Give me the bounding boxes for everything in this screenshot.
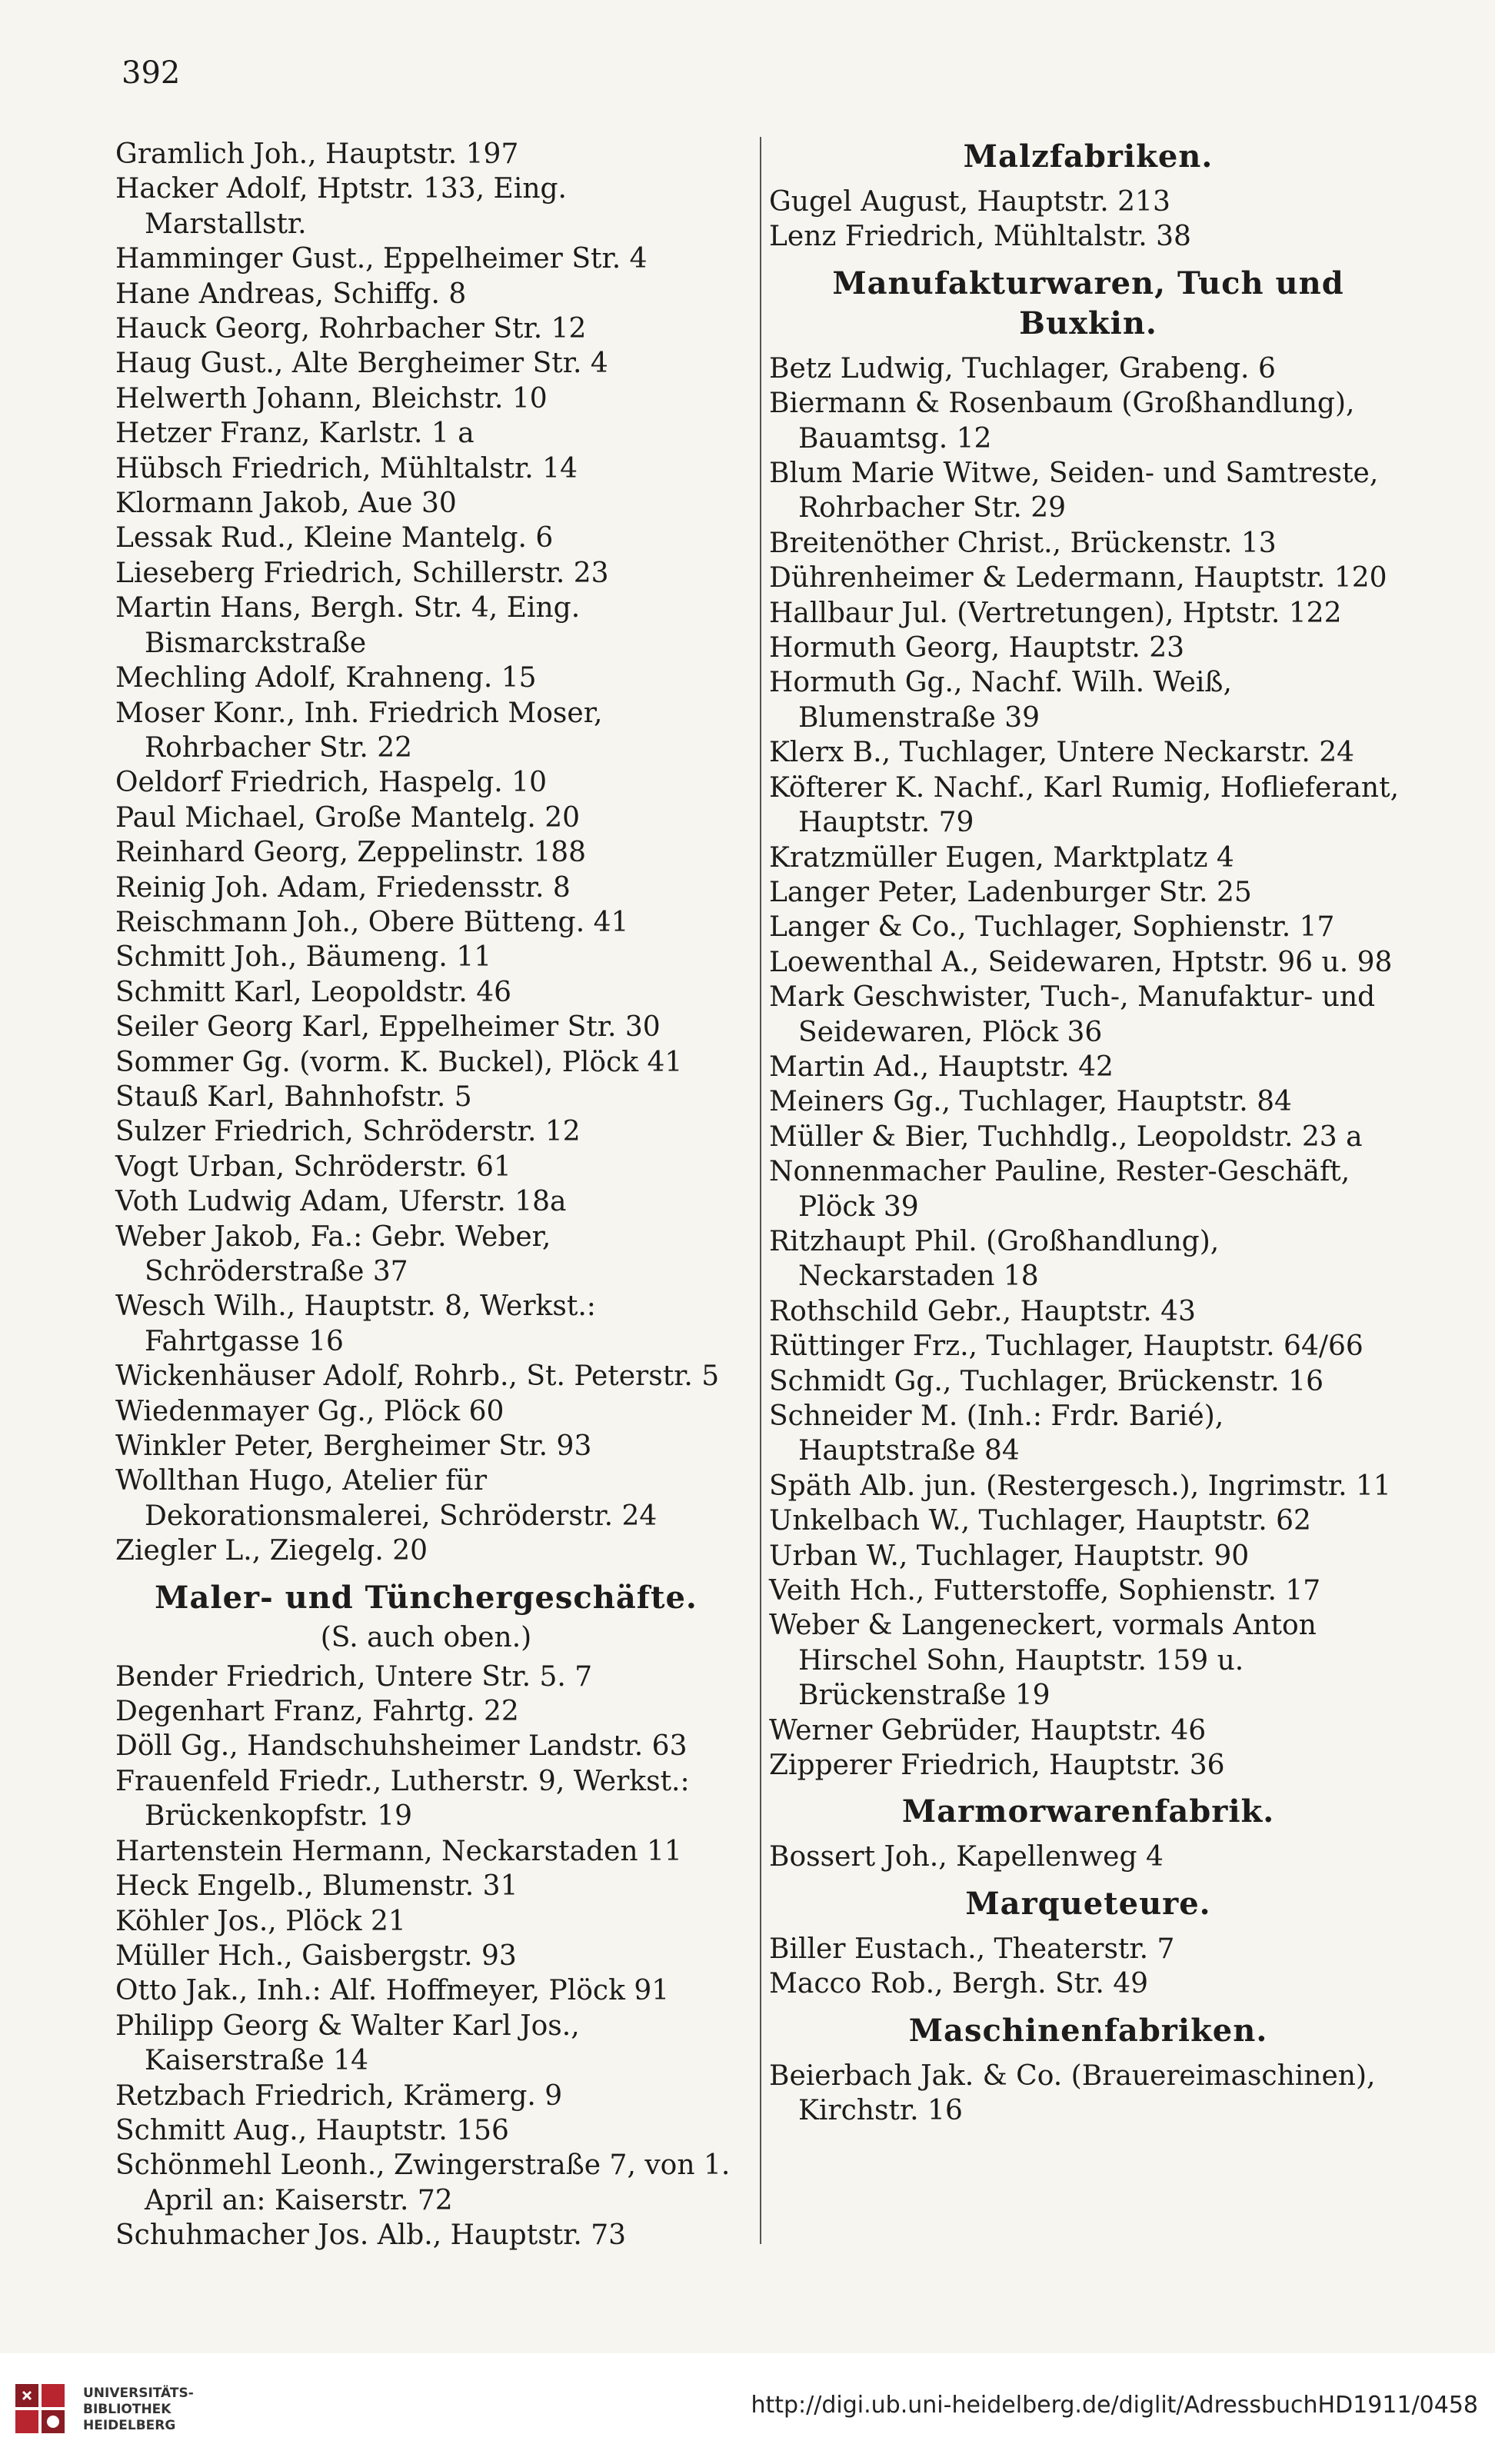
directory-entry: Wesch Wilh., Hauptstr. 8, Werkst.: Fahrtgasse 16 [115, 1290, 596, 1357]
directory-entry: Wickenhäuser Adolf, Rohrb., St. Peterstr. 5 [115, 1360, 720, 1393]
directory-entry: Weber Jakob, Fa.: Gebr. Weber, Schröderstraße 37 [115, 1220, 551, 1287]
directory-entry: Veith Hch., Futterstoffe, Sophienstr. 17 [769, 1575, 1321, 1607]
directory-entry: Lieseberg Friedrich, Schillerstr. 23 [115, 557, 609, 589]
directory-entry: Schuhmacher Jos. Alb., Hauptstr. 73 [115, 2219, 627, 2252]
directory-entry: Wiedenmayer Gg., Plöck 60 [115, 1395, 504, 1427]
directory-entry: Kratzmüller Eugen, Marktplatz 4 [769, 841, 1234, 874]
directory-entry: Urban W., Tuchlager, Hauptstr. 90 [769, 1540, 1250, 1572]
left-column [115, 137, 737, 2253]
directory-entry: Seiler Georg Karl, Eppelheimer Str. 30 [115, 1011, 661, 1044]
directory-entry: Müller Hch., Gaisbergstr. 93 [115, 1940, 517, 1972]
directory-entry: Lessak Rud., Kleine Mantelg. 6 [115, 522, 554, 554]
directory-entry: Mark Geschwister, Tuch-, Manufaktur- und Seidewaren, Plöck 36 [769, 981, 1376, 1048]
column-divider [760, 137, 761, 2244]
directory-entry: Langer Peter, Ladenburger Str. 25 [769, 876, 1252, 908]
directory-entry: Meiners Gg., Tuchlager, Hauptstr. 84 [769, 1086, 1292, 1118]
directory-entry: Langer & Co., Tuchlager, Sophienstr. 17 [769, 911, 1335, 944]
directory-entry: Breitenöther Christ., Brückenstr. 13 [769, 527, 1277, 559]
directory-entry: Beierbach Jak. & Co. (Brauereimaschinen), Kirchstr. 16 [769, 2059, 1376, 2127]
directory-entry: Betz Ludwig, Tuchlager, Grabeng. 6 [769, 352, 1276, 385]
directory-entry: Paul Michael, Große Mantelg. 20 [115, 801, 581, 834]
directory-entry: Hormuth Gg., Nachf. Wilh. Weiß, Blumenstraße 39 [769, 667, 1232, 734]
directory-entry: Schmitt Aug., Hauptstr. 156 [115, 2114, 509, 2146]
directory-entry: Nonnenmacher Pauline, Rester-Geschäft, Plöck 39 [769, 1156, 1350, 1223]
directory-entry: Hallbaur Jul. (Vertretungen), Hptstr. 122 [769, 597, 1342, 629]
directory-entry: Biller Eustach., Theaterstr. 7 [769, 1933, 1175, 1965]
directory-entry: Stauß Karl, Bahnhofstr. 5 [115, 1080, 472, 1113]
directory-entry: Hübsch Friedrich, Mühltalstr. 14 [115, 452, 578, 484]
directory-entry: Lenz Friedrich, Mühltalstr. 38 [769, 221, 1191, 253]
directory-entry: Retzbach Friedrich, Krämerg. 9 [115, 2079, 563, 2112]
heading-maschinenfabriken: Maschinenfabriken. [908, 2012, 1268, 2049]
directory-entry: Hamminger Gust., Eppelheimer Str. 4 [115, 243, 648, 275]
directory-entry: Dührenheimer & Ledermann, Hauptstr. 120 [769, 562, 1387, 594]
directory-entry: Unkelbach W., Tuchlager, Hauptstr. 62 [769, 1505, 1311, 1537]
directory-entry: Degenhart Franz, Fahrtg. 22 [115, 1696, 519, 1728]
directory-entry: Schmitt Karl, Leopoldstr. 46 [115, 976, 512, 1008]
page-number: 392 [122, 55, 181, 91]
directory-entry: Köfterer K. Nachf., Karl Rumig, Hoflieferant, Hauptstr. 79 [769, 771, 1400, 839]
entry-list-maschinenfabriken [769, 2059, 1407, 2129]
directory-entry: Loewenthal A., Seidewaren, Hptstr. 96 u. 98 [769, 946, 1393, 978]
entry-list-malzfabriken [769, 185, 1407, 255]
directory-entry: Macco Rob., Bergh. Str. 49 [769, 1968, 1149, 2000]
directory-entry: Sommer Gg. (vorm. K. Buckel), Plöck 41 [115, 1046, 683, 1078]
library-name [83, 2386, 194, 2434]
directory-entry: Hartenstein Hermann, Neckarstaden 11 [115, 1835, 682, 1867]
directory-entry: Gugel August, Hauptstr. 213 [769, 186, 1170, 218]
directory-entry: Müller & Bier, Tuchhdlg., Leopoldstr. 23 a [769, 1120, 1363, 1153]
directory-entry: Bender Friedrich, Untere Str. 5. 7 [115, 1660, 593, 1693]
directory-entry: Martin Ad., Hauptstr. 42 [769, 1051, 1114, 1083]
directory-entry: Bossert Joh., Kapellenweg 4 [769, 1841, 1164, 1873]
directory-entry: Zipperer Friedrich, Hauptstr. 36 [769, 1750, 1225, 1782]
directory-entry: Otto Jak., Inh.: Alf. Hoffmeyer, Plöck 91 [115, 1975, 670, 2007]
entry-list-marqueteure [769, 1932, 1407, 2002]
directory-entry: Späth Alb. jun. (Restergesch.), Ingrimstr. 11 [769, 1470, 1391, 1502]
directory-entry: Moser Konr., Inh. Friedrich Moser, Rohrbacher Str. 22 [115, 697, 603, 764]
heading-marmorwarenfabrik: Marmorwarenfabrik. [901, 1793, 1275, 1830]
directory-entry: Schmitt Joh., Bäumeng. 11 [115, 941, 492, 974]
entry-list-manufakturwaren [769, 351, 1407, 1783]
directory-entry: Weber & Langeneckert, vormals Anton Hirschel Sohn, Hauptstr. 159 u. Brückenstraße 19 [769, 1610, 1317, 1712]
heading-manufakturwaren: Manufakturwaren, Tuch und Buxkin. [832, 265, 1344, 341]
directory-entry: Biermann & Rosenbaum (Großhandlung), Bauamtsg. 12 [769, 388, 1355, 455]
subheading-maler: (S. auch oben.) [320, 1621, 532, 1653]
directory-entry: Hauck Georg, Rohrbacher Str. 12 [115, 313, 587, 345]
directory-entry: Rüttinger Frz., Tuchlager, Hauptstr. 64/66 [769, 1330, 1363, 1363]
directory-entry: Rothschild Gebr., Hauptstr. 43 [769, 1295, 1196, 1327]
directory-entry: Hormuth Georg, Hauptstr. 23 [769, 632, 1185, 664]
library-name-line-2: BIBLIOTHEK [83, 2402, 171, 2417]
directory-entry: Sulzer Friedrich, Schröderstr. 12 [115, 1116, 581, 1148]
university-library-logo-icon [12, 2379, 78, 2436]
directory-entry: Wollthan Hugo, Atelier für Dekorationsmalerei, Schröderstr. 24 [115, 1465, 658, 1532]
directory-entry: Gramlich Joh., Hauptstr. 197 [115, 138, 519, 170]
directory-entry: Köhler Jos., Plöck 21 [115, 1905, 406, 1937]
entry-list-marmorwarenfabrik [769, 1840, 1407, 1874]
directory-entry: Ziegler L., Ziegelg. 20 [115, 1535, 428, 1567]
directory-entry: Oeldorf Friedrich, Haspelg. 10 [115, 767, 547, 799]
library-name-line-1: UNIVERSITÄTS- [83, 2386, 194, 2401]
directory-entry: Schmidt Gg., Tuchlager, Brückenstr. 16 [769, 1365, 1324, 1397]
directory-entry: Reinhard Georg, Zeppelinstr. 188 [115, 837, 587, 869]
directory-entry: Hacker Adolf, Hptstr. 133, Eing. Marstallstr. [115, 173, 568, 240]
directory-entry: Philipp Georg & Walter Karl Jos., Kaiserstraße 14 [115, 2009, 580, 2077]
entry-list-left-a [115, 137, 737, 1569]
directory-entry: Mechling Adolf, Krahneng. 15 [115, 662, 537, 694]
directory-entry: Klerx B., Tuchlager, Untere Neckarstr. 24 [769, 737, 1355, 769]
heading-marqueteure: Marqueteure. [965, 1885, 1211, 1922]
directory-entry: Frauenfeld Friedr., Lutherstr. 9, Werkst.: Brückenkopfstr. 19 [115, 1765, 690, 1833]
directory-entry: Ritzhaupt Phil. (Großhandlung), Neckarstaden 18 [769, 1225, 1220, 1293]
directory-entry: Döll Gg., Handschuhsheimer Landstr. 63 [115, 1730, 688, 1763]
directory-entry: Voth Ludwig Adam, Uferstr. 18a [115, 1186, 567, 1218]
directory-entry: Schönmehl Leonh., Zwingerstraße 7, von 1. April an: Kaiserstr. 72 [115, 2149, 731, 2216]
entry-list-maler [115, 1660, 737, 2253]
directory-entry: Winkler Peter, Bergheimer Str. 93 [115, 1430, 592, 1463]
library-name-line-3: HEIDELBERG [83, 2418, 176, 2433]
directory-entry: Vogt Urban, Schröderstr. 61 [115, 1150, 511, 1183]
viewer-footer [0, 2353, 1495, 2464]
heading-malzfabriken: Malzfabriken. [963, 138, 1214, 175]
directory-entry: Klormann Jakob, Aue 30 [115, 488, 457, 520]
heading-maler: Maler- und Tünchergeschäfte. [155, 1579, 698, 1616]
directory-entry: Reinig Joh. Adam, Friedensstr. 8 [115, 871, 571, 904]
right-column [769, 137, 1407, 2129]
directory-entry: Martin Hans, Bergh. Str. 4, Eing. Bismarckstraße [115, 592, 581, 659]
directory-entry: Helwerth Johann, Bleichstr. 10 [115, 382, 548, 415]
directory-entry: Hetzer Franz, Karlstr. 1 a [115, 418, 474, 450]
directory-entry: Reischmann Joh., Obere Bütteng. 41 [115, 906, 629, 938]
directory-entry: Werner Gebrüder, Hauptstr. 46 [769, 1714, 1207, 1746]
directory-entry: Heck Engelb., Blumenstr. 31 [115, 1870, 518, 1903]
directory-entry: Haug Gust., Alte Bergheimer Str. 4 [115, 348, 608, 380]
source-url-link[interactable]: http://digi.ub.uni-heidelberg.de/diglit/AdressbuchHD1911/0458 [751, 2392, 1478, 2419]
directory-entry: Schneider M. (Inh.: Frdr. Barié), Hauptstraße 84 [769, 1400, 1224, 1467]
directory-entry: Hane Andreas, Schiffg. 8 [115, 278, 467, 310]
directory-entry: Blum Marie Witwe, Seiden- und Samtreste, Rohrbacher Str. 29 [769, 458, 1379, 524]
